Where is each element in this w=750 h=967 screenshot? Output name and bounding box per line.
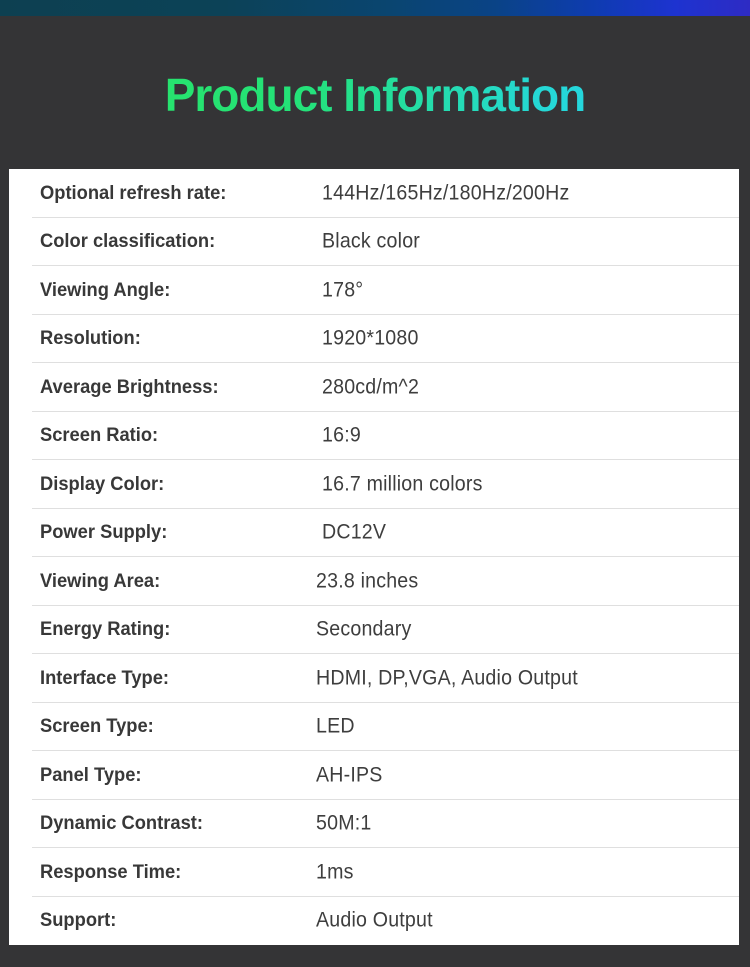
gradient-accent-bar — [0, 0, 750, 16]
spec-row — [9, 800, 739, 849]
spec-row — [9, 315, 739, 364]
spec-value: 144Hz/165Hz/180Hz/200Hz — [322, 181, 570, 205]
spec-label: Support: — [40, 909, 117, 932]
spec-row — [9, 848, 739, 897]
spec-row — [9, 363, 739, 412]
spec-table — [9, 169, 739, 945]
spec-value: Secondary — [316, 617, 412, 641]
spec-value: 23.8 inches — [316, 569, 419, 593]
spec-value: 16:9 — [322, 423, 361, 447]
spec-row — [9, 412, 739, 461]
spec-label: Viewing Angle: — [40, 278, 171, 301]
spec-value: 178° — [322, 278, 364, 302]
spec-label: Dynamic Contrast: — [40, 812, 203, 835]
spec-value: AH-IPS — [316, 763, 383, 787]
spec-value: 280cd/m^2 — [322, 375, 420, 399]
spec-label: Power Supply: — [40, 521, 168, 544]
spec-label: Viewing Area: — [40, 569, 161, 592]
spec-row — [9, 169, 739, 218]
spec-value: 16.7 million colors — [322, 472, 483, 496]
page-title: Product Information — [0, 68, 750, 122]
spec-card — [9, 169, 739, 945]
spec-value: LED — [316, 714, 355, 738]
spec-label: Average Brightness: — [40, 375, 219, 398]
spec-label: Screen Type: — [40, 715, 154, 738]
spec-label: Screen Ratio: — [40, 424, 159, 447]
spec-label: Energy Rating: — [40, 618, 171, 641]
spec-value: 1920*1080 — [322, 326, 419, 350]
spec-label: Color classification: — [40, 230, 216, 253]
spec-row — [9, 606, 739, 655]
spec-value: 50M:1 — [316, 811, 372, 835]
spec-row — [9, 897, 739, 946]
spec-row — [9, 557, 739, 606]
spec-label: Panel Type: — [40, 763, 142, 786]
spec-label: Response Time: — [40, 860, 182, 883]
spec-row — [9, 509, 739, 558]
spec-value: Audio Output — [316, 908, 433, 932]
spec-row — [9, 703, 739, 752]
spec-row — [9, 460, 739, 509]
spec-value: HDMI, DP,VGA, Audio Output — [316, 666, 578, 690]
spec-row — [9, 218, 739, 267]
spec-label: Display Color: — [40, 472, 165, 495]
spec-row — [9, 266, 739, 315]
spec-value: DC12V — [322, 520, 387, 544]
spec-value: Black color — [322, 229, 421, 253]
spec-row — [9, 751, 739, 800]
spec-row — [9, 654, 739, 703]
spec-value: 1ms — [316, 860, 354, 884]
spec-label: Optional refresh rate: — [40, 181, 227, 204]
spec-label: Resolution: — [40, 327, 141, 350]
spec-label: Interface Type: — [40, 666, 170, 689]
